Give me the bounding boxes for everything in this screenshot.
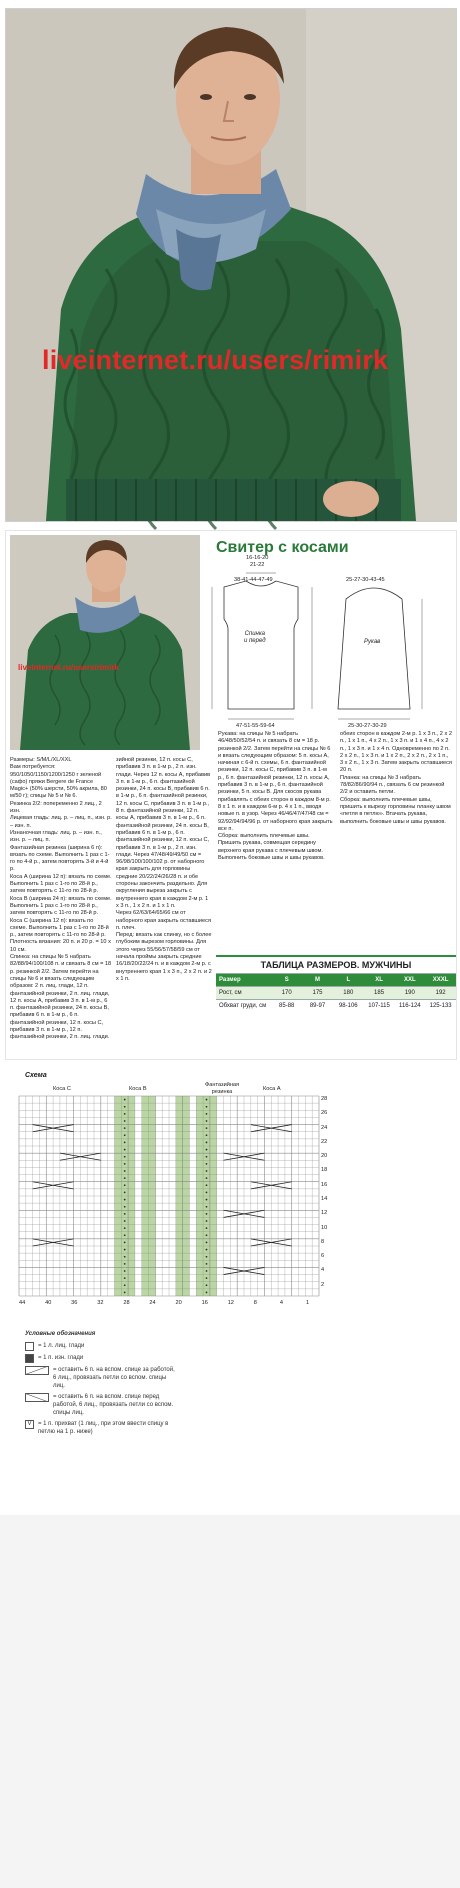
column-number: 20 (175, 1300, 182, 1306)
purl-dot (206, 1163, 208, 1165)
purl-dot (124, 1227, 126, 1229)
purl-dot (124, 1192, 126, 1194)
purl-dot (124, 1177, 126, 1179)
legend-item: = оставить 6 п. на вспом. спице за работой, 6 лиц., провязать петли со вспом. спицы лиц. (25, 1366, 175, 1390)
text-column-3: Рукава: на спицы № 5 набрать 46/48/50/52/54 п. и связать 8 см = 18 р. резинкой 2/2. Затем перейти на спицы № 6 и вязать следующим образом: 5 п. косы А, начиная с 6-й п. схемы, 6 п. фантазийной резинки, 12 п. косы С, прибавив 3 п. в 1-м р., 6 п. фантазийной резинки, 12 п. косы А, прибавив 3 п. в 1-м р., 6 п. фантазийной резинки, 5 п. косы В. Для скосов рукава прибавлять с обеих сторон в каждом 8-м р. 8 х 1 п. и в каждом 6-м р. 4 х 1 п., вводя новые п. в узор. Через 46/46/47/47/48 см = 92/92/94/94/96 р. от наборного края закрыть все п. Сборка: выполнить плечевые швы. Пришить рукава, совмещая середину верхнего края рукава с плечевым швом. Выполнить боковые швы и швы рукавов. (218, 731, 333, 862)
legend-item: V = 1 п. прихват (1 лиц., при этом ввести спицу в петлю на 1 р. ниже) (25, 1420, 175, 1436)
purl-dot (206, 1277, 208, 1279)
purl-dot (206, 1192, 208, 1194)
row-number: 6 (321, 1253, 325, 1260)
column-number: 28 (123, 1300, 130, 1306)
purl-dot (206, 1263, 208, 1265)
column-number: 36 (71, 1300, 78, 1306)
purl-dot (124, 1149, 126, 1151)
purl-dot (124, 1206, 126, 1208)
text-column-4: обеих сторон в каждом 2-м р. 1 х 3 п., 2 х 2 п., 1 х 1 п., 4 х 2 п., 1 х 3 п. и 1 х 4 п., 4 х 2 п., 1 х 3 п. и 1 х 4 п. Одновременно по 2 п. 2 х 2 п., 1 х 3 п. и 1 х 2 п., 2 х 2 п., 2 х 1 п., 3 х 2 п., 1 х 3 п. Затем закрыть оставшиеся 20 п. Планка: на спицы № 3 набрать 78/82/86/90/94 п., связать 6 см резинкой 2/2 и оставить петли. Сборка: выполнить плечевые швы, пришить к вырезу горловины планку швом «петля в петлю». Втачать рукава, выполнить боковые швы и швы рукавов. (340, 731, 452, 825)
size-table-header: Размер S M L XL XXL XXXL (216, 973, 456, 986)
purl-dot (124, 1213, 126, 1215)
purl-dot (206, 1270, 208, 1272)
pattern-title: Свитер с косами (216, 539, 349, 556)
chart-row-numbers (321, 1096, 335, 1296)
schematic-front-label: Спинка и перед (244, 631, 266, 645)
purl-dot (124, 1142, 126, 1144)
legend-title: Условные обозначения (25, 1331, 96, 1337)
purl-dot (124, 1256, 126, 1258)
purl-dot (206, 1120, 208, 1122)
text-column-1: Размеры: S/M/L/XL/XXL Вам потребуется: 950/1050/1150/1200/1250 г зеленой (сафо) пряжи Bergere de France Magic+ (50% шерсти, 50% акрила, 80 м/50 г); спицы № 5 и № 6. Резинка 2/2: попеременно 2 лиц., 2 изн. Лицевая гладь: лиц. р. – лиц. п., изн. р. – изн. п. Изнаночная гладь: лиц. р. – изн. п., изн. р. – лиц. п. Фантазийная резинка (ширина 6 п): вязать по схеме. Выполнить 1 раз с 1-го по 4-й р., затем повторять 3-й и 4-й р. Коса А (ширина 12 п): вязать по схеме. Выполнить 1 раз с 1-го по 28-й р., затем повторять с 11-го по 28-й р. Коса В (ширина 24 п): вязать по схеме. Выполнить 1 раз с 1-го по 28-й р., затем повторять с 11-го по 28-й р. Коса С (ширина 12 п): вязать по схеме. Выполнить 1 раз с 1-го по 28-й р., затем повторять с 11-го по 28-й р. Плотность вязания: 20 п. и 20 р. = 10 х 10 см. Спинка: на спицы № 5 набрать 82/88/94/100/108 п. и связать 8 см = 18 р. резинкой 2/2. Затем перейти на спицы № 6 и вязать следующим образом: 2 п. лиц. глади, 12 п. фантазийной резинки, 2 п. лиц. глади, 12 п. косы А, прибавив 3 п. в 1-м р., 6 п. фантазийной резинки, 24 п. косы В, прибавив 6 п. в 1-м р., 6 п. фантазийной резинки, 12 п. косы С, прибавив 3 п. в 1-м р., 12 п. фантазийной резинки, 2 п. лиц. глади. (10, 757, 112, 1041)
chart-section-c: Коса С (53, 1086, 71, 1092)
chart-section-a: Коса А (263, 1086, 281, 1092)
column-number: 4 (279, 1300, 283, 1306)
purl-dot (124, 1106, 126, 1108)
row-number: 16 (321, 1181, 328, 1188)
schematic-side-front: 38-41-44-47-49 (234, 577, 273, 583)
schematic-bottom-sleeve: 25-30-27-30-29 (348, 723, 387, 729)
purl-dot (124, 1113, 126, 1115)
thumb-watermark: liveinternet.ru/users/rimirk (18, 663, 119, 672)
purl-dot (206, 1106, 208, 1108)
row-number: 26 (321, 1110, 328, 1117)
column-number: 40 (45, 1300, 52, 1306)
pattern-document (5, 530, 457, 1060)
purl-dot (206, 1213, 208, 1215)
purl-dot (206, 1199, 208, 1201)
legend-item: = оставить 6 п. на вспом. спице перед работой, 6 лиц., провязать петли со вспом. спицы лиц. (25, 1393, 175, 1417)
purl-dot (124, 1156, 126, 1158)
empty-cell-icon (25, 1342, 34, 1351)
schematic-top-nums: 16-16-20 21-22 (246, 555, 269, 569)
column-number: 24 (149, 1300, 156, 1306)
column-number: 44 (19, 1300, 26, 1306)
purl-dot (124, 1184, 126, 1186)
chart-section-b: Коса В (129, 1086, 147, 1092)
row-number: 28 (321, 1096, 328, 1102)
purl-dot (206, 1292, 208, 1294)
purl-dot (206, 1149, 208, 1151)
purl-dot (124, 1127, 126, 1129)
model-photo (5, 8, 457, 522)
row-number: 20 (321, 1153, 328, 1160)
column-number: 12 (227, 1300, 234, 1306)
purl-dot (206, 1127, 208, 1129)
purl-dot (124, 1170, 126, 1172)
slip-stitch-icon: V (25, 1420, 34, 1429)
row-number: 12 (321, 1210, 328, 1217)
purl-dot (206, 1113, 208, 1115)
purl-dot (206, 1156, 208, 1158)
column-number: 16 (201, 1300, 208, 1306)
purl-dot (124, 1277, 126, 1279)
size-table-title: ТАБЛИЦА РАЗМЕРОВ. МУЖЧИНЫ (216, 955, 456, 973)
row-number: 24 (321, 1124, 328, 1131)
purl-dot (124, 1134, 126, 1136)
row-number: 18 (321, 1167, 328, 1174)
column-number: 32 (97, 1300, 104, 1306)
row-number: 10 (321, 1224, 328, 1231)
purl-dot (124, 1199, 126, 1201)
purl-dot (206, 1249, 208, 1251)
legend-item: = 1 п. изн. глади (25, 1354, 175, 1363)
row-number: 22 (321, 1138, 328, 1145)
purl-dot (206, 1099, 208, 1101)
table-row: Рост, см 170 175 180 185 190 192 (216, 986, 456, 999)
purl-dot (124, 1220, 126, 1222)
schematic-bottom-front: 47-51-55-59-64 (236, 723, 275, 729)
purl-dot (206, 1227, 208, 1229)
purl-dot (206, 1142, 208, 1144)
legend (25, 1330, 175, 1436)
purl-dot (124, 1270, 126, 1272)
footer-strip (0, 1515, 460, 1888)
purl-cell-icon (25, 1354, 34, 1363)
column-number: 8 (253, 1300, 257, 1306)
purl-dot (206, 1177, 208, 1179)
purl-dot (206, 1134, 208, 1136)
purl-dot (124, 1242, 126, 1244)
row-number: 2 (321, 1281, 325, 1288)
purl-dot (124, 1292, 126, 1294)
cable-right-icon (25, 1366, 49, 1375)
purl-dot (206, 1234, 208, 1236)
knitting-chart (5, 1068, 455, 1508)
purl-dot (124, 1234, 126, 1236)
thumbnail-photo (10, 535, 200, 750)
purl-dot (206, 1184, 208, 1186)
cable-left-icon (25, 1393, 49, 1402)
table-row: Обхват груди, см 85-88 89-97 98-106 107-115 116-124 125-133 (216, 999, 456, 1012)
schematic-side-sleeve: 25-27-30-43-45 (346, 577, 385, 583)
chart-bottom-numbers (19, 1300, 319, 1310)
purl-dot (206, 1256, 208, 1258)
text-column-2: зийной резинки, 12 п. косы С, прибавив 3 п. в 1-м р., 2 п. изн. глади. Через 12 п. косы А, прибавив 3 п. в 1-м р., 6 п. фантазийной резинки, 24 п. косы В, прибавив 6 п. в 1-м р., 6 п. фантазийной резинки, 12 п. косы С, прибавив 3 п. в 1-м р., 8 п. фантазийной резинки, 12 п. косы А, прибавив 3 п. в 1-м р., 6 п. фантазийной резинки, 24 п. косы В, прибавив 6 п. в 1-м р., 6 п. фантазийной резинки, 12 п. косы С, прибавив 3 п. в 1-м р., 2 п. изн. глади. Через 47/48/49/49/50 см = 96/98/100/100/102 р. от наборного края закрыть для горловины средние 20/22/24/26/28 п. и обе стороны закончить раздельно. Для округления выреза закрыть с внутреннего края в каждом 2-м р. 1 х 3 п., 1 х 2 п. и 1 х 1 п. Через 62/63/64/65/66 см от наборного края закрыть оставшиеся п. плеч. Перед: вязать как спинку, но с более глубоким вырезом горловины. Для этого через 55/56/57/58/59 см от начала проймы закрыть средние 16/18/20/22/24 п. и в каждом 2-м р. с внутреннего края 1 х 3 п., 2 х 2 п. и 2 х 1 п. (116, 757, 212, 982)
row-number: 14 (321, 1196, 328, 1202)
purl-dot (124, 1284, 126, 1286)
sweater-schematic (206, 559, 451, 729)
purl-dot (124, 1120, 126, 1122)
row-number: 4 (321, 1267, 325, 1274)
row-number: 8 (321, 1238, 325, 1245)
schematic-sleeve-label: Рукав (364, 639, 381, 645)
model-illustration (6, 9, 456, 521)
purl-dot (124, 1163, 126, 1165)
purl-dot (124, 1263, 126, 1265)
chart-grid (19, 1096, 319, 1296)
purl-dot (206, 1284, 208, 1286)
purl-dot (124, 1099, 126, 1101)
purl-dot (206, 1170, 208, 1172)
watermark: liveinternet.ru/users/rimirk (42, 345, 389, 375)
purl-dot (206, 1206, 208, 1208)
legend-item: = 1 л. лиц. глади (25, 1342, 175, 1351)
purl-dot (206, 1220, 208, 1222)
chart-title: Схема (25, 1072, 47, 1079)
size-table (216, 955, 456, 1012)
column-number: 1 (305, 1300, 310, 1306)
purl-dot (124, 1249, 126, 1251)
chart-section-rib: Фантазийная резинка (205, 1082, 240, 1096)
purl-dot (206, 1242, 208, 1244)
